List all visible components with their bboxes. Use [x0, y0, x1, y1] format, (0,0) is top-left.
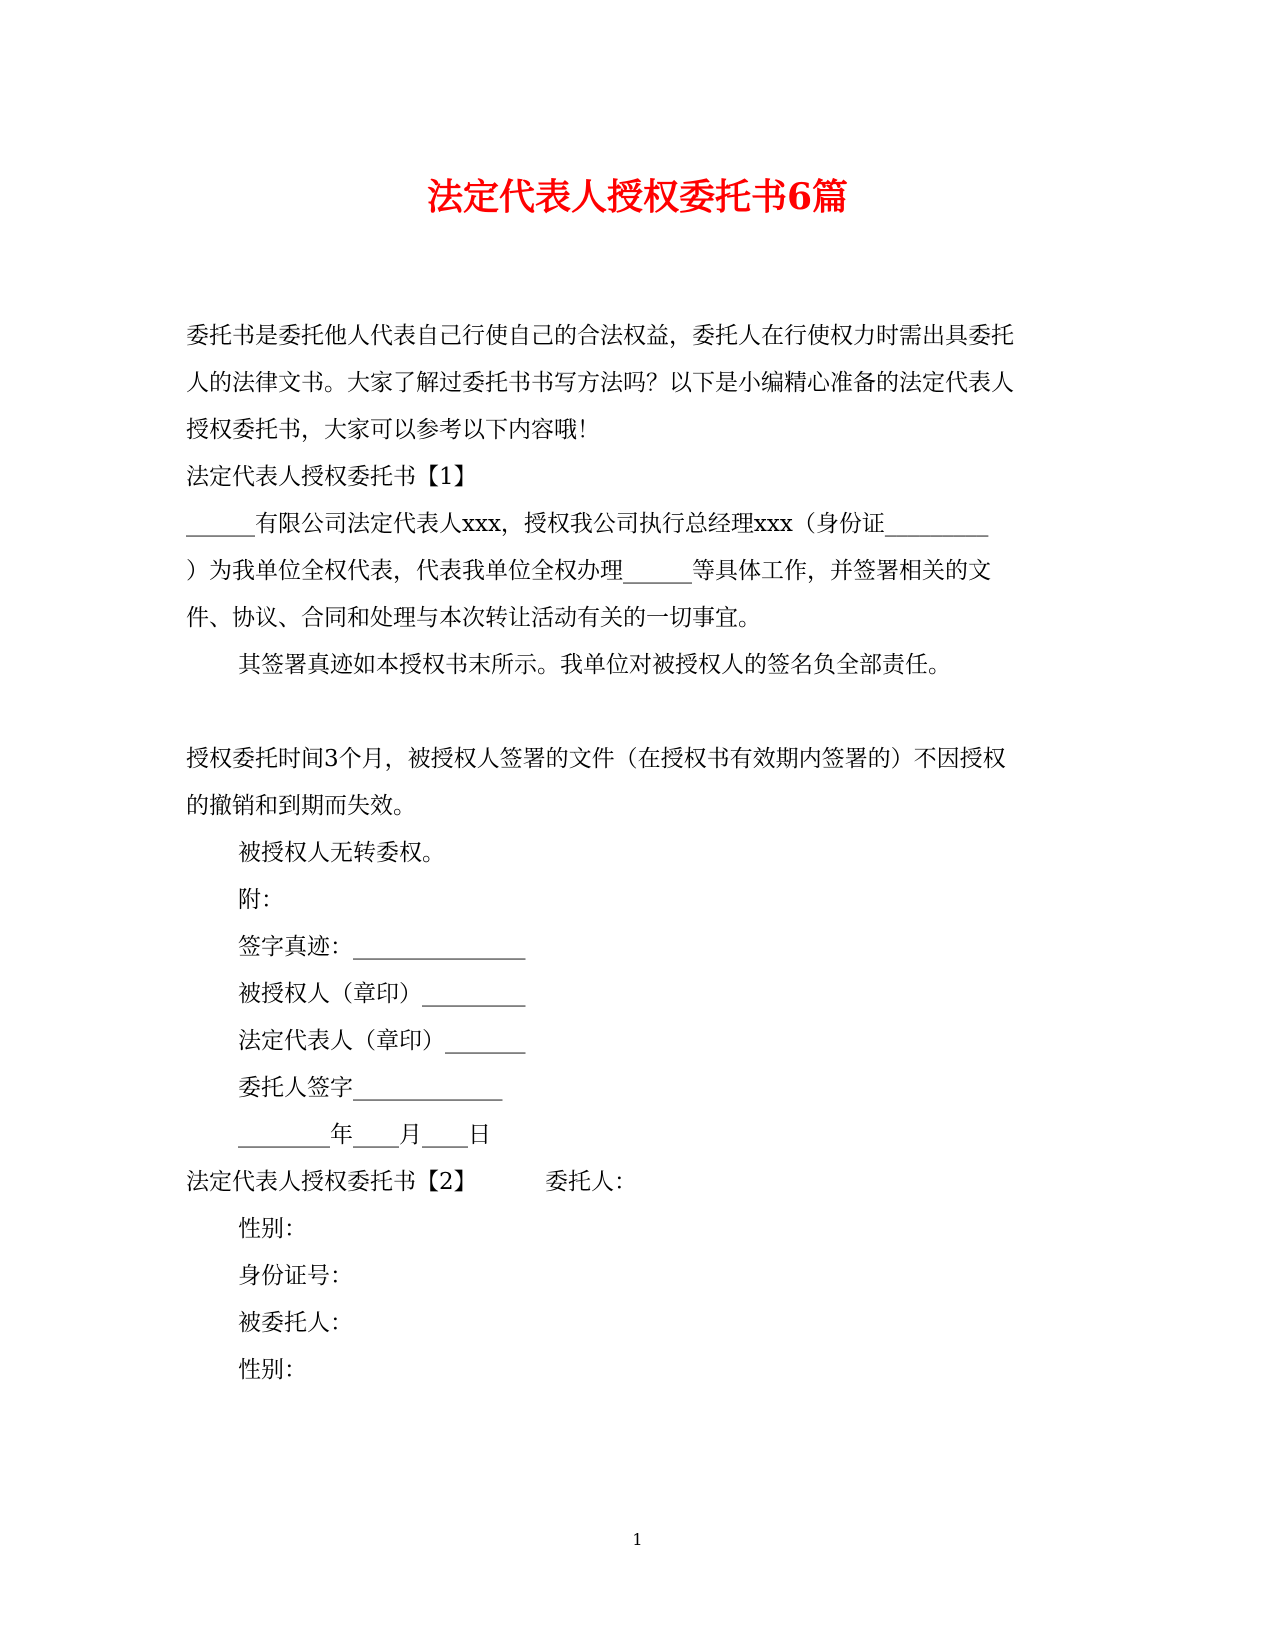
legal-representative-seal-field: 法定代表人（章印）_______ — [238, 1028, 526, 1054]
term-line-1: 授权委托时间3个月，被授权人签署的文件（在授权书有效期内签署的）不因授权 — [186, 746, 1006, 772]
intro-line-3: 授权委托书，大家可以参考以下内容哦！ — [186, 417, 600, 443]
signature-note: 其签署真迹如本授权书末所示。我单位对被授权人的签名负全部责任。 — [238, 652, 951, 678]
authorized-person-seal-field: 被授权人（章印）_________ — [238, 981, 526, 1007]
section1-heading: 法定代表人授权委托书【1】 — [186, 464, 477, 490]
principal-label: 委托人： — [545, 1169, 637, 1195]
term-line-2: 的撤销和到期而失效。 — [186, 793, 416, 819]
section1-body-line-1: ______有限公司法定代表人xxx，授权我公司执行总经理xxx（身份证_________ — [186, 511, 989, 537]
section1-body-line-3: 件、协议、合同和处理与本次转让活动有关的一切事宜。 — [186, 605, 761, 631]
gender-field: 性别： — [238, 1216, 307, 1242]
page-number: 1 — [632, 1530, 643, 1549]
id-number-field: 身份证号： — [238, 1263, 353, 1289]
date-field: ________年____月____日 — [238, 1122, 491, 1148]
principal-signature-field: 委托人签字_____________ — [238, 1075, 503, 1101]
intro-line-2: 人的法律文书。大家了解过委托书书写方法吗？以下是小编精心准备的法定代表人 — [186, 370, 1014, 396]
document-title: 法定代表人授权委托书6篇 — [426, 176, 849, 218]
attachment-label: 附： — [238, 887, 284, 913]
signature-specimen-field: 签字真迹：_______________ — [238, 934, 526, 960]
intro-line-1: 委托书是委托他人代表自己行使自己的合法权益，委托人在行使权力时需出具委托 — [186, 323, 1014, 349]
no-transfer-clause: 被授权人无转委权。 — [238, 840, 445, 866]
agent-field: 被委托人： — [238, 1310, 353, 1336]
section2-heading: 法定代表人授权委托书【2】 — [186, 1169, 477, 1195]
agent-gender-field: 性别： — [238, 1357, 307, 1383]
section1-body-line-2: ）为我单位全权代表，代表我单位全权办理______等具体工作，并签署相关的文 — [186, 558, 991, 584]
